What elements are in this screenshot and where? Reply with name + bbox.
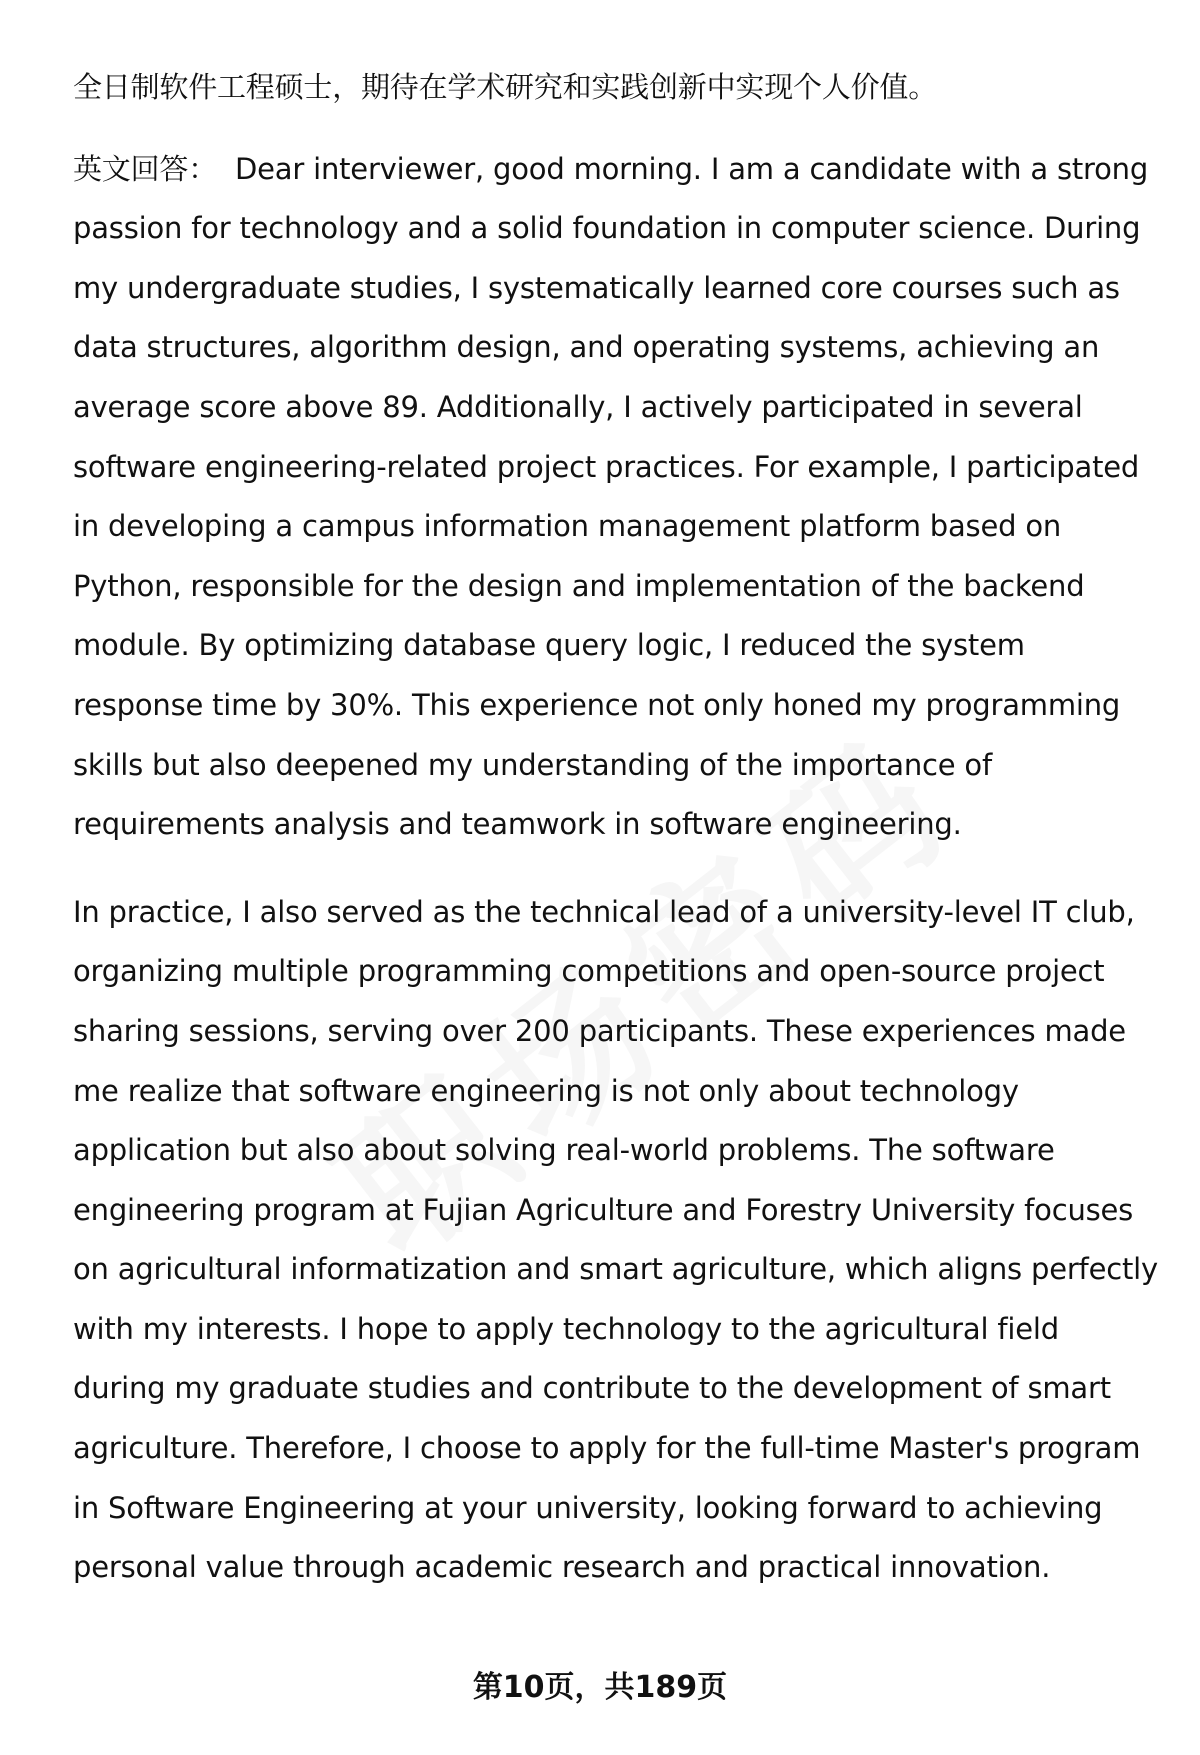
english-answer-text-1: Dear interviewer, good morning. I am a candidate with a strong passion for technology and a solid foundation in computer science. During my undergraduate studies, I systematically learned core courses such as data structures, algorithm design, and operating systems, achieving an average score above 89. Additionally, I actively participated in several software engineering-related project practices. For example, I participated in developing a campus information management platform based on Python, responsible for the design and implementation of the backend module. By optimizing database query logic, I reduced the system response time by 30%. This experience not only honed my programming skills but also deepened my understanding of the importance of requirements analysis and teamwork in software engineering. bbox=[73, 151, 1149, 842]
page-number: 第10页，共189页 bbox=[472, 1670, 728, 1705]
paragraph-english-answer-1 bbox=[73, 140, 1158, 855]
paragraph-english-answer-2: In practice, I also served as the technical lead of a university-level IT club, organizing multiple programming competitions and open-source project sharing sessions, serving over 200 participants. These experiences made me realize that software engineering is not only about technology application but also about solving real-world problems. The software engineering program at Fujian Agriculture and Forestry University focuses on agricultural informatization and smart agriculture, which aligns perfectly with my interests. I hope to apply technology to the agricultural field during my graduate studies and contribute to the development of smart agriculture. Therefore, I choose to apply for the full-time Master's program in Software Engineering at your university, looking forward to achieving personal value through academic research and practical innovation. bbox=[73, 894, 1158, 1585]
document-body bbox=[73, 58, 1158, 1598]
english-answer-label: 英文回答： bbox=[73, 151, 218, 186]
paragraph-chinese-closing: 全日制软件工程硕士，期待在学术研究和实践创新中实现个人价值。 bbox=[73, 70, 938, 104]
